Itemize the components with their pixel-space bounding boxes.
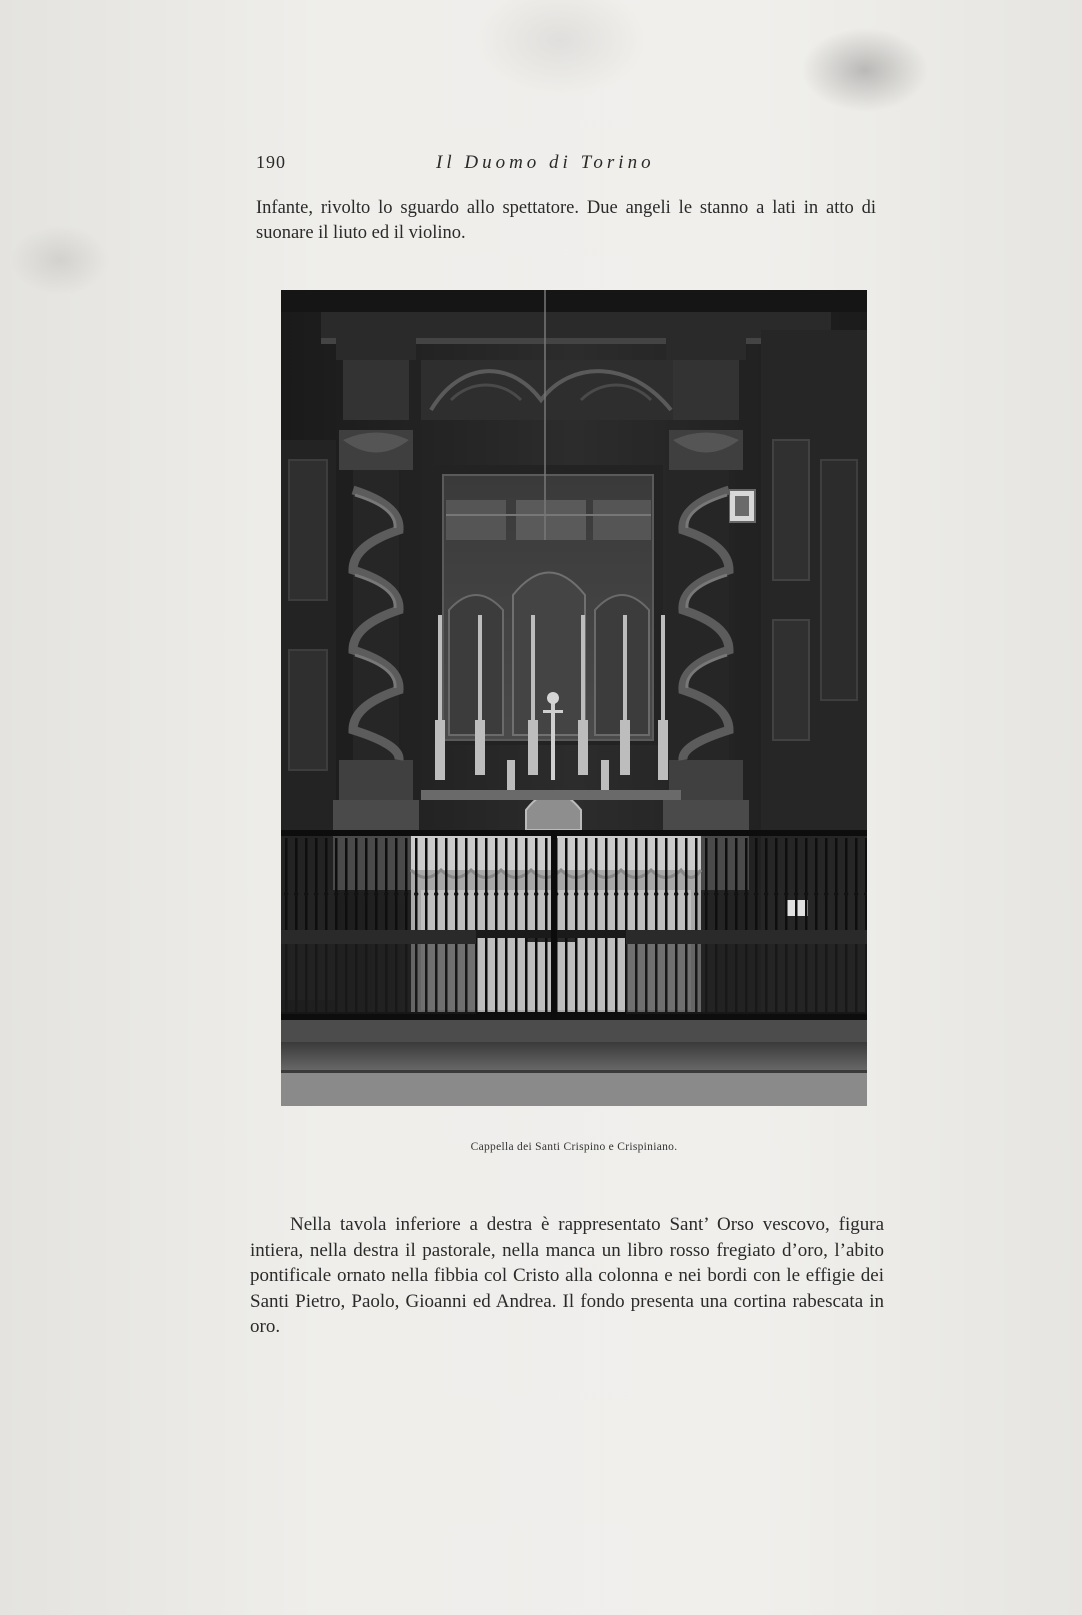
page-number: 190 bbox=[256, 152, 286, 172]
paragraph-bottom: Nella tavola inferiore a destra è rappresentato Sant’ Orso vescovo, figura intiera, nella destra il pastorale, nella manca un libro rosso fregiato d’oro, l’abito pontificale ornato nella fibbia col Cristo alla colonna e nei bordi con le effigie dei Santi Pietro, Paolo, Gioanni ed Andrea. Il fondo presenta una cortina rabescata in oro. bbox=[250, 1214, 884, 1337]
chapel-photograph-art bbox=[281, 290, 867, 1106]
paragraph-top: Infante, rivolto lo sguardo allo spettatore. Due angeli le stanno a lati in atto di suonare il liuto ed il violino. bbox=[256, 198, 876, 243]
iron-railing bbox=[281, 830, 867, 1020]
running-header bbox=[256, 152, 876, 178]
running-title: Il Duomo di Torino bbox=[436, 152, 655, 173]
left-twisted-column bbox=[353, 470, 399, 760]
chapel-photograph bbox=[281, 290, 867, 1106]
figure-caption: Cappella dei Santi Crispino e Crispiniano. bbox=[470, 1141, 678, 1153]
right-twisted-column bbox=[683, 470, 729, 760]
